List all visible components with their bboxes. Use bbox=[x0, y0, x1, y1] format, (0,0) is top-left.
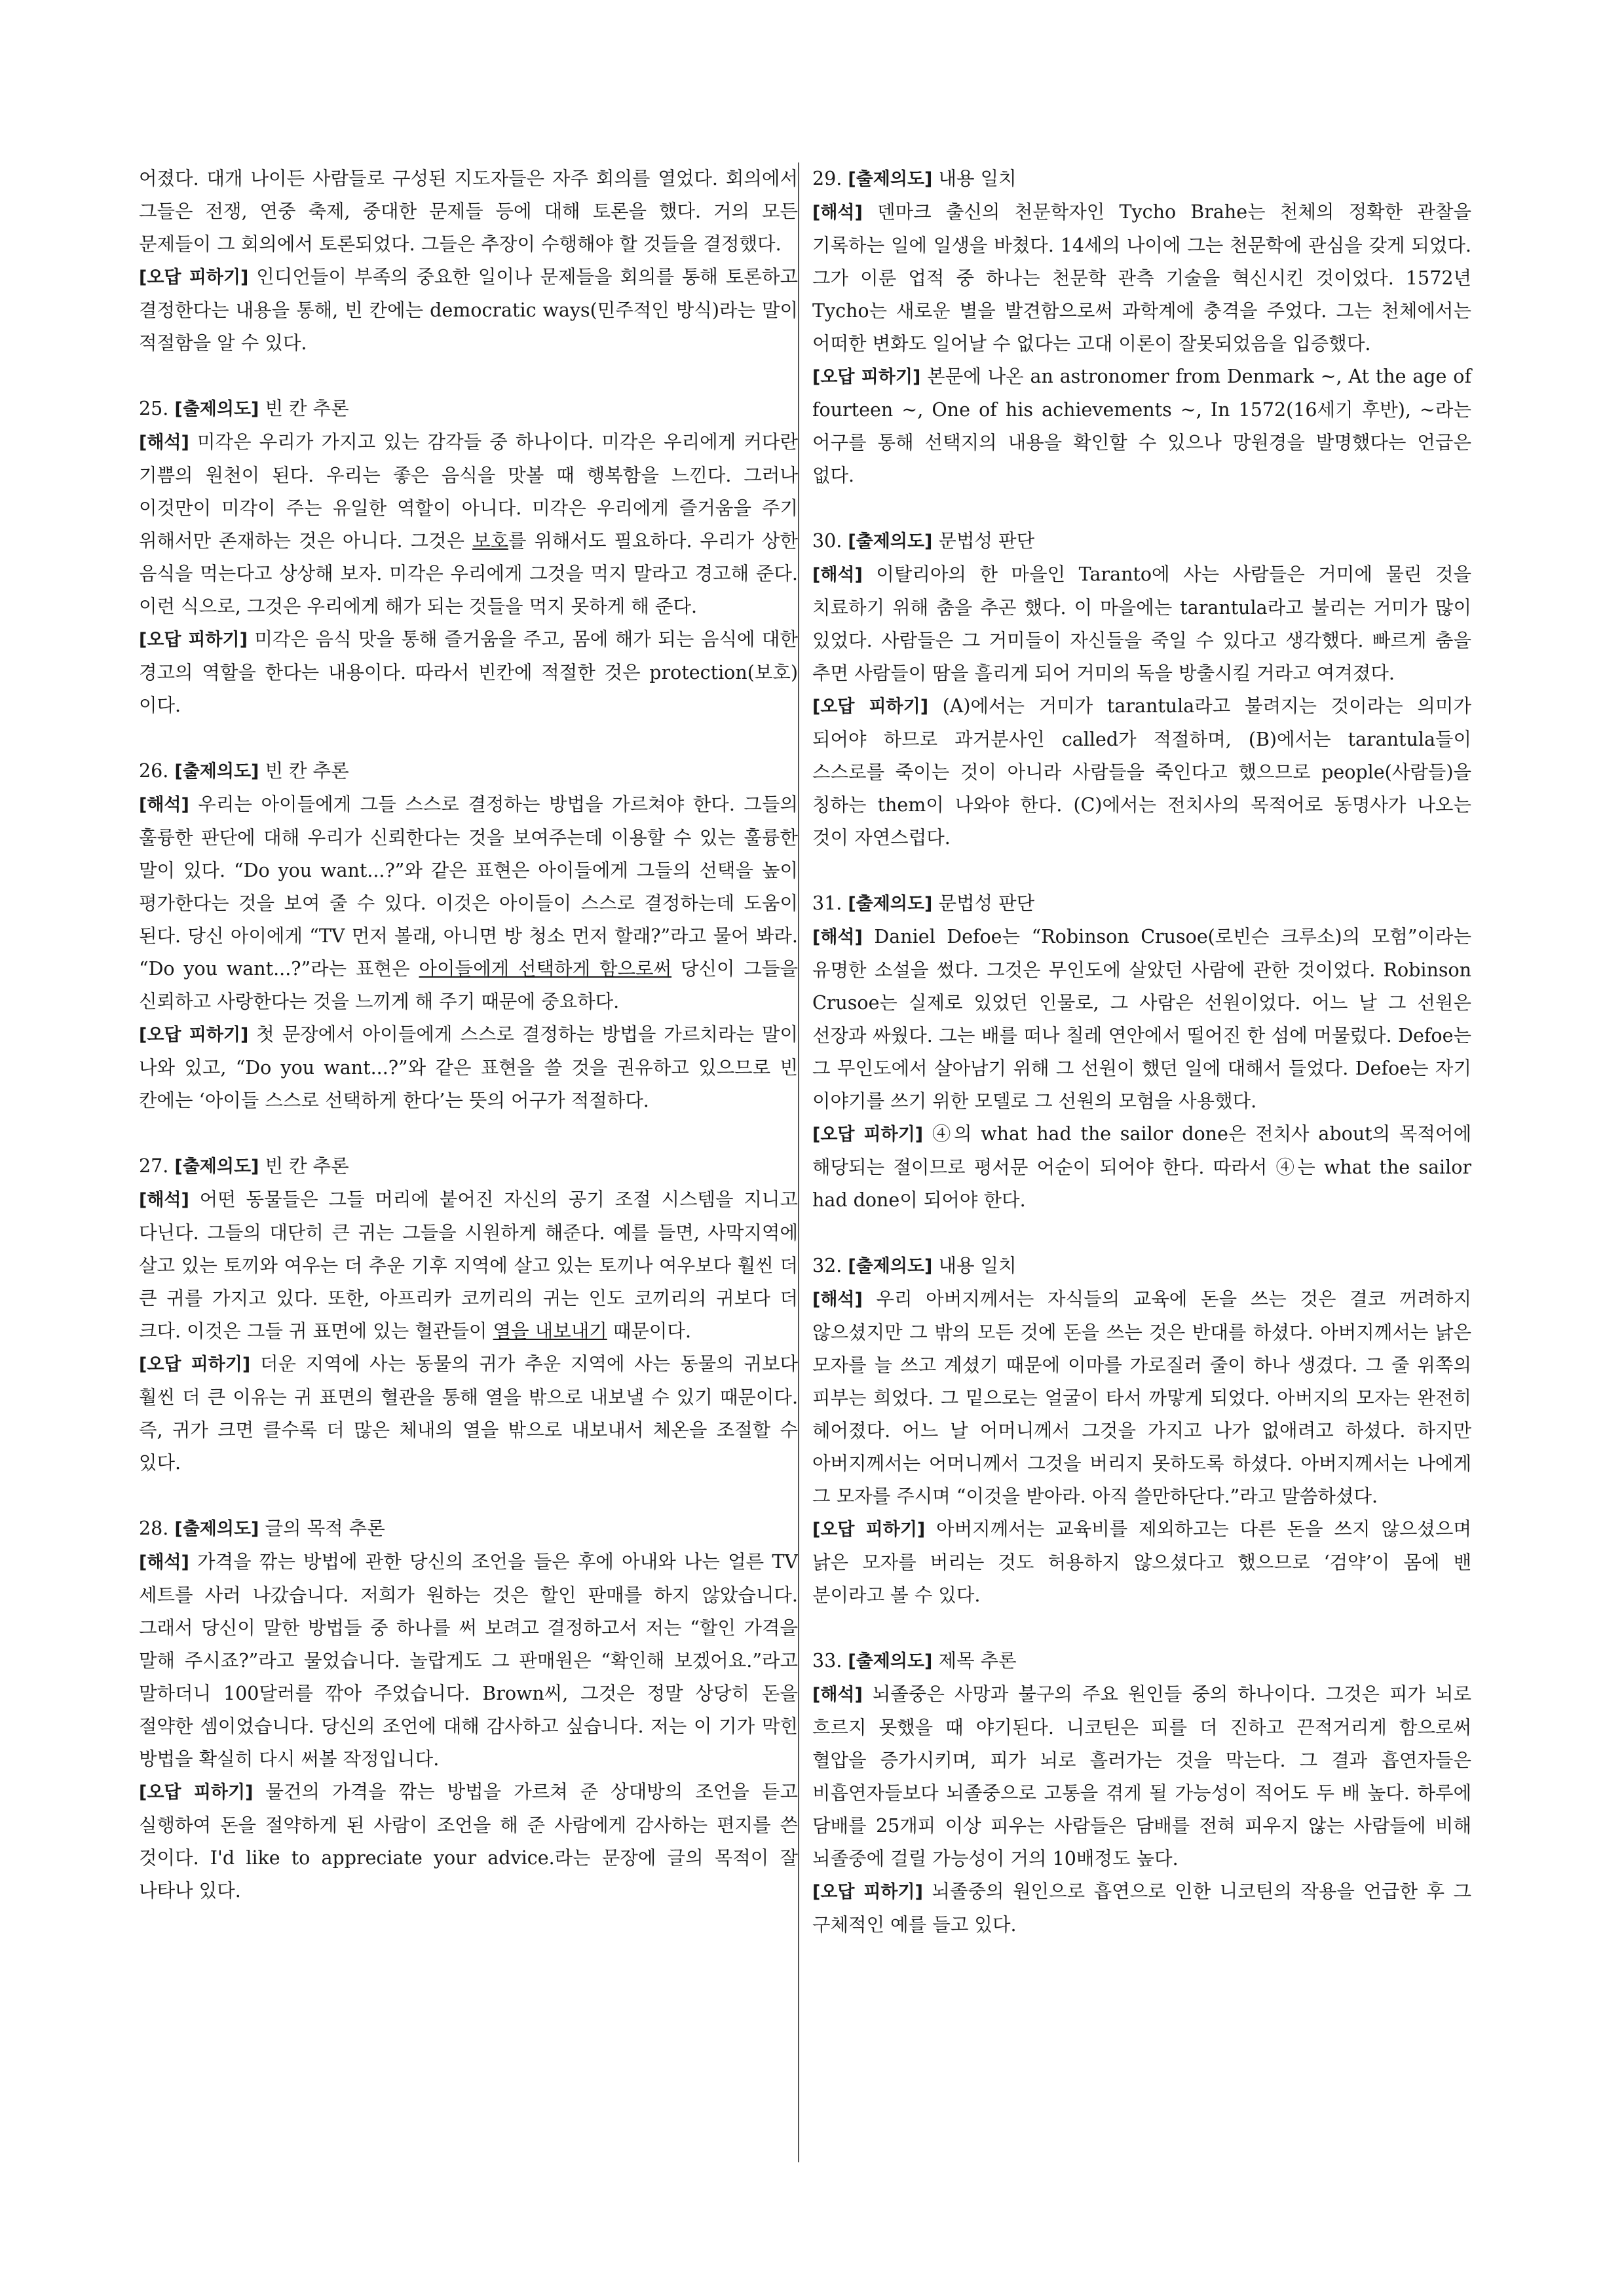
odap-paragraph bbox=[812, 360, 1471, 492]
continuation-section bbox=[139, 163, 798, 360]
question-number: 28. bbox=[139, 1518, 169, 1539]
haeseok-paragraph bbox=[812, 558, 1471, 690]
haeseok-paragraph bbox=[139, 426, 798, 623]
column-divider bbox=[798, 163, 799, 2162]
odap-label: [오답 피하기] bbox=[139, 1782, 254, 1803]
odap-text: 첫 문장에서 아이들에게 스스로 결정하는 방법을 가르치라는 말이 나와 있고, “Do you want...?”와 같은 표현을 쓸 것을 권유하고 있으므로 빈 칸에는 ‘아이들 스스로 선택하게 한다’는 뜻의 어구가 적절하다. bbox=[139, 1024, 798, 1111]
haeseok-paragraph bbox=[812, 921, 1471, 1118]
underlined-blank: 아이들에게 선택하게 함으로써 bbox=[419, 958, 672, 980]
question-33 bbox=[812, 1645, 1471, 1942]
haeseok-text: 우리 아버지께서는 자식들의 교육에 돈을 쓰는 것은 결코 꺼려하지 않으셨지만 그 밖의 모든 것에 돈을 쓰는 것은 반대를 하셨다. 아버지께서는 낡은 모자를 늘 쓰고 계셨기 때문에 이마를 가로질러 줄이 하나 생겼다. 그 줄 위쪽의 피부는 희었다. 그 밑으로는 얼굴이 타서 까맣게 되었다. 아버지의 모자는 완전히 헤어졌다. 어느 날 어머니께서 그것을 가지고 나가 없애려고 하셨다. 하지만 아버지께서는 어머니께서 그것을 버리지 못하도록 하셨다. 아버지께서는 나에게 그 모자를 주시며 “이것을 받아라. 아직 쓸만하단다.”라고 말씀하셨다. bbox=[812, 1288, 1471, 1507]
intent-label: [출제의도] bbox=[848, 169, 933, 189]
odap-label: [오답 피하기] bbox=[139, 1354, 251, 1375]
left-column bbox=[139, 163, 798, 1940]
odap-paragraph bbox=[139, 1348, 798, 1480]
odap-label: [오답 피하기] bbox=[139, 267, 249, 288]
haeseok-text-a: 우리는 아이들에게 그들 스스로 결정하는 방법을 가르쳐야 한다. 그들의 훌륭한 판단에 대해 우리가 신뢰한다는 것을 보여주는데 이용할 수 있는 훌륭한 말이 있다. “Do you want...?”와 같은 표현은 아이들에게 그들의 선택을 높이 평가한다는 것을 보여 줄 수 있다. 이것은 아이들이 스스로 결정하는데 도움이 된다. 당신 아이에게 “TV 먼저 볼래, 아니면 방 청소 먼저 할래?”라고 물어 봐라. “Do you want...?”라는 표현은 bbox=[139, 794, 799, 980]
intent-label: [출제의도] bbox=[848, 1256, 933, 1276]
intent-label: [출제의도] bbox=[174, 1157, 259, 1177]
intent-text: 빈 칸 추론 bbox=[265, 1155, 349, 1177]
haeseok-text-a: 어떤 동물들은 그들 머리에 붙어진 자신의 공기 조절 시스템을 지니고 다닌다. 그들의 대단히 큰 귀는 그들을 시원하게 해준다. 예를 들면, 사막지역에 살고 있는 토끼와 여우는 더 추운 기후 지역에 살고 있는 토끼나 여우보다 훨씬 더 큰 귀를 가지고 있다. 또한, 아프리카 코끼리의 귀는 인도 코끼리의 귀보다 더 크다. 이것은 그들 귀 표면에 있는 혈관들이 bbox=[139, 1189, 798, 1342]
underlined-blank: 보호 bbox=[472, 530, 508, 552]
haeseok-text: 이탈리아의 한 마을인 Taranto에 사는 사람들은 거미에 물린 것을 치료하기 위해 춤을 추곤 했다. 이 마을에는 tarantula라고 불리는 거미가 많이 있었다. 사람들은 그 거미들이 자신들을 죽일 수 있다고 생각했다. 빠르게 춤을 추면 사람들이 땀을 흘리게 되어 거미의 독을 방출시킬 거라고 여겨졌다. bbox=[812, 564, 1472, 684]
odap-text: 본문에 나온 an astronomer from Denmark ~, At the age of fourteen ~, One of his achievements ~, In 1572(16세기 후반), ~라는 어구를 통해 선택지의 내용을 확인할 수 있으나 망원경을 발명했다는 언급은 없다. bbox=[812, 366, 1471, 486]
question-number: 25. bbox=[139, 398, 169, 419]
intent-label: [출제의도] bbox=[848, 894, 933, 914]
intent-text: 제목 추론 bbox=[938, 1650, 1017, 1672]
question-heading bbox=[139, 1150, 798, 1183]
question-number: 29. bbox=[812, 168, 842, 189]
odap-text: 아버지께서는 교육비를 제외하고는 다른 돈을 쓰지 않으셨으며 낡은 모자를 버리는 것도 허용하지 않으셨다고 했으므로 ‘검약’이 몸에 밴 분이라고 볼 수 있다. bbox=[812, 1518, 1471, 1606]
haeseok-text-b: 를 위해서도 필요하다. 우리가 상한 음식을 먹는다고 상상해 보자. 미각은 우리에게 그것을 먹지 말라고 경고해 준다. 이런 식으로, 그것은 우리에게 해가 되는 것들을 먹지 못하게 해 준다. bbox=[139, 530, 798, 617]
odap-paragraph bbox=[812, 1875, 1471, 1942]
odap-text: ④의 what had the sailor done은 전치사 about의 목적어에 해당되는 절이므로 평서문 어순이 되어야 한다. 따라서 ④는 what the sailor had done이 되어야 한다. bbox=[812, 1123, 1471, 1211]
intent-text: 빈 칸 추론 bbox=[265, 398, 349, 419]
question-heading bbox=[812, 525, 1471, 558]
haeseok-label: [해석] bbox=[812, 1290, 863, 1310]
question-27 bbox=[139, 1150, 798, 1480]
haeseok-text: 뇌졸중은 사망과 불구의 주요 원인들 중의 하나이다. 그것은 피가 뇌로 흐르지 못했을 때 야기된다. 니코틴은 피를 더 진하고 끈적거리게 함으로써 혈압을 증가시키며, 피가 뇌로 흘러가는 것을 막는다. 그 결과 흡연자들은 비흡연자들보다 뇌졸중으로 고통을 겪게 될 가능성이 적어도 두 배 높다. 하루에 담배를 25개피 이상 피우는 사람들은 담배를 전혀 피우지 않는 사람들에 비해 뇌졸중에 걸릴 가능성이 거의 10배정도 높다. bbox=[812, 1683, 1471, 1869]
odap-label: [오답 피하기] bbox=[812, 1124, 924, 1145]
odap-text: 물건의 가격을 깎는 방법을 가르쳐 준 상대방의 조언을 듣고 실행하여 돈을 절약하게 된 사람이 조언을 해 준 사람에게 감사하는 편지를 쓴 것이다. I'd like to appreciate your advice.라는 문장에 글의 목적이 잘 나타나 있다. bbox=[139, 1781, 798, 1902]
odap-paragraph bbox=[139, 623, 798, 722]
intent-text: 내용 일치 bbox=[938, 168, 1017, 189]
question-25 bbox=[139, 392, 798, 722]
odap-label: [오답 피하기] bbox=[812, 1882, 923, 1902]
odap-paragraph bbox=[139, 1776, 798, 1907]
underlined-blank: 열을 내보내기 bbox=[493, 1320, 607, 1342]
haeseok-paragraph bbox=[812, 1283, 1471, 1513]
haeseok-paragraph bbox=[812, 1678, 1471, 1875]
intent-label: [출제의도] bbox=[848, 531, 933, 552]
haeseok-text-a: 미각은 우리가 가지고 있는 감각들 중 하나이다. 미각은 우리에게 커다란 기쁨의 원천이 된다. 우리는 좋은 음식을 맛볼 때 행복함을 느낀다. 그러나 이것만이 미각이 주는 유일한 역할이 아니다. 미각은 우리에게 즐거움을 주기 위해서만 존재하는 것은 아니다. 그것은 bbox=[139, 431, 798, 552]
question-heading bbox=[812, 887, 1471, 921]
haeseok-label: [해석] bbox=[812, 927, 863, 947]
odap-text: (A)에서는 거미가 tarantula라고 불려지는 것이라는 의미가 되어야 하므로 과거분사인 called가 적절하며, (B)에서는 tarantula들이 스스로를 죽이는 것이 아니라 사람들을 죽인다고 했으므로 people(사람들)을 칭하는 them이 나와야 한다. (C)에서는 전치사의 목적어로 동명사가 나오는 것이 자연스럽다. bbox=[812, 695, 1471, 849]
odap-paragraph bbox=[139, 1018, 798, 1117]
odap-text: 미각은 음식 맛을 통해 즐거움을 주고, 몸에 해가 되는 음식에 대한 경고의 역할을 한다는 내용이다. 따라서 빈칸에 적절한 것은 protection(보호)이다. bbox=[139, 628, 798, 716]
haeseok-label: [해석] bbox=[812, 565, 863, 585]
odap-paragraph bbox=[139, 261, 798, 360]
haeseok-text: 어졌다. 대개 나이든 사람들로 구성된 지도자들은 자주 회의를 열었다. 회의에서 그들은 전쟁, 연중 축제, 중대한 문제들 등에 대해 토론을 했다. 거의 모든 문제들이 그 회의에서 토론되었다. 그들은 추장이 수행해야 할 것들을 결정했다. bbox=[139, 168, 798, 255]
haeseok-label: [해석] bbox=[139, 1552, 189, 1573]
intent-text: 빈 칸 추론 bbox=[265, 760, 349, 782]
intent-label: [출제의도] bbox=[174, 761, 259, 782]
intent-text: 글의 목적 추론 bbox=[265, 1518, 385, 1539]
haeseok-label: [해석] bbox=[812, 202, 863, 223]
question-number: 32. bbox=[812, 1255, 842, 1276]
odap-label: [오답 피하기] bbox=[812, 367, 921, 387]
odap-paragraph bbox=[812, 1513, 1471, 1612]
question-number: 31. bbox=[812, 892, 842, 914]
question-31 bbox=[812, 887, 1471, 1217]
question-32 bbox=[812, 1250, 1471, 1612]
odap-paragraph bbox=[812, 1118, 1471, 1217]
question-heading bbox=[139, 1512, 798, 1546]
haeseok-paragraph bbox=[139, 1183, 798, 1348]
haeseok-text: 덴마크 출신의 천문학자인 Tycho Brahe는 천체의 정확한 관찰을 기록하는 일에 일생을 바쳤다. 14세의 나이에 그는 천문학에 관심을 갖게 되었다. 그가 이룬 업적 중 하나는 천문학 관측 기술을 혁신시킨 것이었다. 1572년 Tycho는 새로운 별을 발견함으로써 과학계에 충격을 주었다. 그는 천체에서는 어떠한 변화도 일어날 수 없다는 고대 이론이 잘못되었음을 입증했다. bbox=[812, 201, 1472, 354]
haeseok-paragraph bbox=[139, 1546, 798, 1776]
intent-text: 내용 일치 bbox=[938, 1255, 1017, 1276]
haeseok-text: Daniel Defoe는 “Robinson Crusoe(로빈슨 크루소)의 모험”이라는 유명한 소설을 썼다. 그것은 무인도에 살았던 사람에 관한 것이었다. Robinson Crusoe는 실제로 있었던 인물로, 그 사람은 선원이었다. 어느 날 그 선원은 선장과 싸웠다. 그는 배를 떠나 칠레 연안에서 떨어진 한 섬에 머물렀다. Defoe는 그 무인도에서 살아남기 위해 그 선원이 했던 일에 대해서 들었다. Defoe는 자기 이야기를 쓰기 위한 모델로 그 선원의 모험을 사용했다. bbox=[812, 926, 1471, 1112]
question-heading bbox=[812, 1645, 1471, 1678]
question-number: 30. bbox=[812, 530, 842, 552]
question-heading bbox=[139, 392, 798, 426]
intent-text: 문법성 판단 bbox=[938, 892, 1035, 914]
right-column bbox=[812, 163, 1471, 1974]
question-number: 27. bbox=[139, 1155, 169, 1177]
question-number: 26. bbox=[139, 760, 169, 782]
odap-text: 뇌졸중의 원인으로 흡연으로 인한 니코틴의 작용을 언급한 후 그 구체적인 예를 들고 있다. bbox=[812, 1881, 1471, 1936]
odap-label: [오답 피하기] bbox=[812, 1520, 926, 1540]
question-heading bbox=[139, 755, 798, 788]
question-number: 33. bbox=[812, 1650, 842, 1672]
haeseok-text-b: 당신이 그들을 신뢰하고 사랑한다는 것을 느끼게 해 주기 때문에 중요하다. bbox=[139, 958, 798, 1012]
haeseok-label: [해석] bbox=[812, 1685, 863, 1705]
intent-label: [출제의도] bbox=[174, 399, 259, 419]
haeseok-paragraph bbox=[812, 196, 1471, 360]
odap-text: 인디언들이 부족의 중요한 일이나 문제들을 회의를 통해 토론하고 결정한다는 내용을 통해, 빈 칸에는 democratic ways(민주적인 방식)라는 말이 적절함을 알 수 있다. bbox=[139, 266, 798, 354]
question-heading bbox=[812, 163, 1471, 196]
question-29 bbox=[812, 163, 1471, 492]
question-30 bbox=[812, 525, 1471, 854]
question-28 bbox=[139, 1512, 798, 1907]
odap-text: 더운 지역에 사는 동물의 귀가 추운 지역에 사는 동물의 귀보다 훨씬 더 큰 이유는 귀 표면의 혈관을 통해 열을 밖으로 내보낼 수 있기 때문이다. 즉, 귀가 크면 클수록 더 많은 체내의 열을 밖으로 내보내서 체온을 조절할 수 있다. bbox=[139, 1353, 799, 1474]
odap-label: [오답 피하기] bbox=[139, 630, 248, 650]
intent-text: 문법성 판단 bbox=[938, 530, 1035, 552]
haeseok-text-b: 때문이다. bbox=[607, 1320, 692, 1342]
haeseok-text-a: 가격을 깎는 방법에 관한 당신의 조언을 들은 후에 아내와 나는 얼른 TV 세트를 사러 나갔습니다. 저희가 원하는 것은 할인 판매를 하지 않았습니다. 그래서 당신이 말한 방법들 중 하나를 써 보려고 결정하고서 저는 “할인 가격을 말해 주시죠?”라고 물었습니다. 놀랍게도 그 판매원은 “확인해 보겠어요.”라고 말하더니 100달러를 깎아 주었습니다. Brown씨, 그것은 정말 상당히 돈을 절약한 셈이었습니다. 당신의 조언에 대해 감사하고 싶습니다. 저는 이 기가 막힌 방법을 확실히 다시 써볼 작정입니다. bbox=[139, 1551, 798, 1770]
question-26 bbox=[139, 755, 798, 1117]
intent-label: [출제의도] bbox=[848, 1651, 933, 1672]
odap-label: [오답 피하기] bbox=[139, 1025, 249, 1045]
haeseok-label: [해석] bbox=[139, 1190, 189, 1210]
question-heading bbox=[812, 1250, 1471, 1283]
odap-paragraph bbox=[812, 690, 1471, 854]
haeseok-label: [해석] bbox=[139, 432, 189, 453]
haeseok-paragraph bbox=[139, 788, 798, 1018]
intent-label: [출제의도] bbox=[174, 1519, 259, 1539]
haeseok-label: [해석] bbox=[139, 795, 189, 815]
odap-label: [오답 피하기] bbox=[812, 697, 929, 717]
